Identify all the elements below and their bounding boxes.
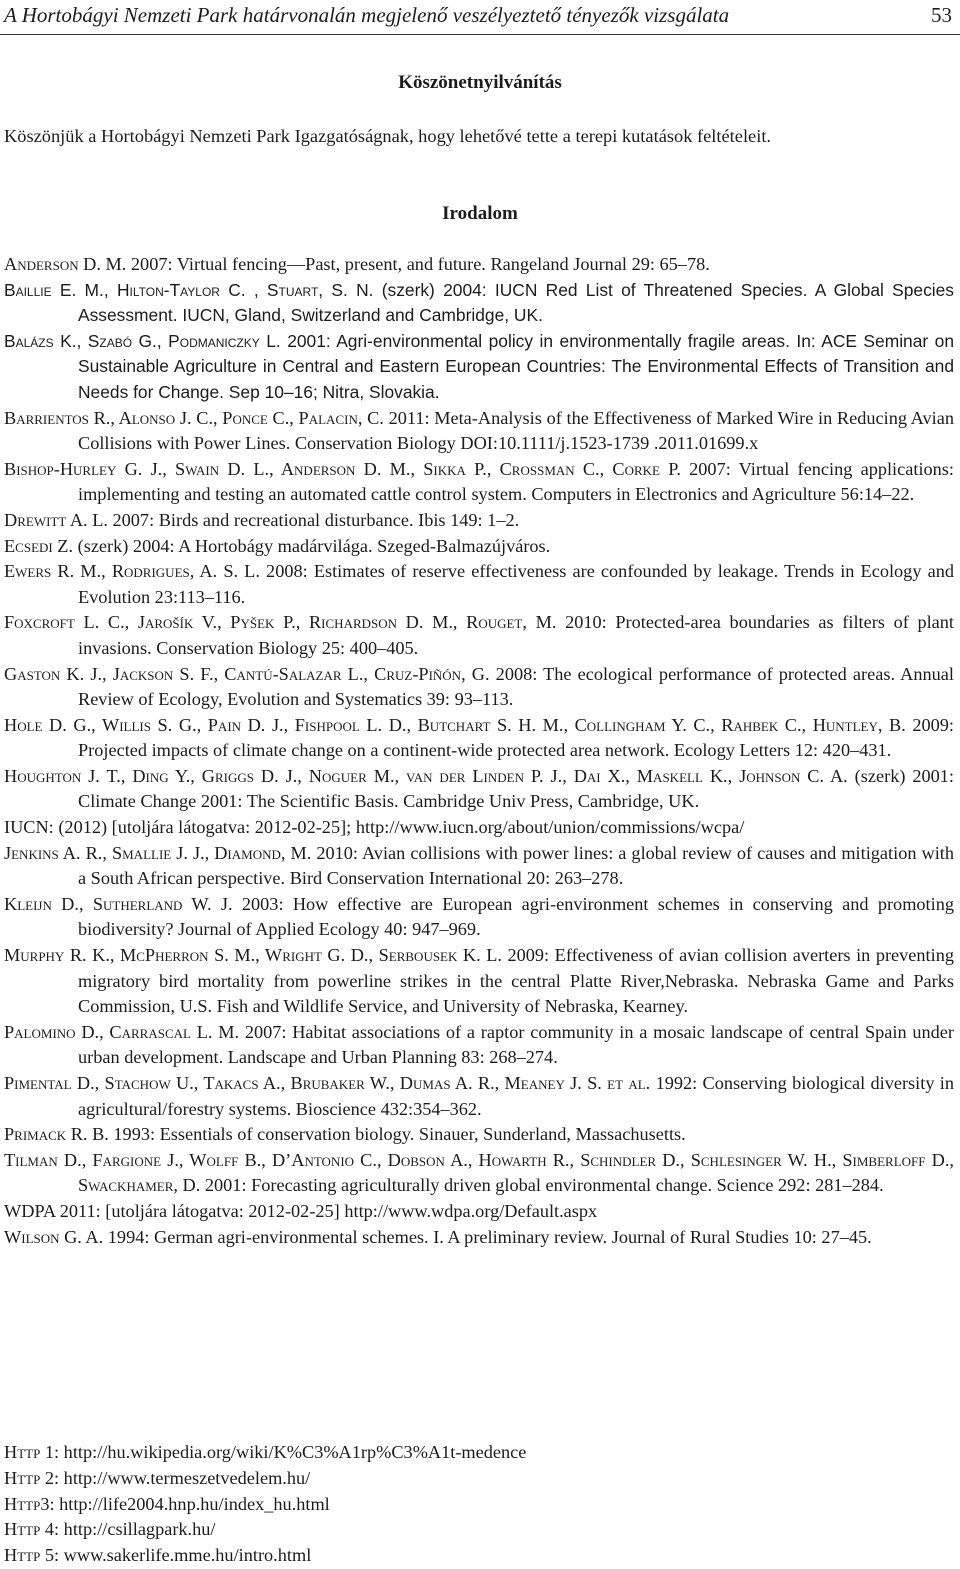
reference-text: 2011: Meta-Analysis of the Effectiveness of Marked Wire in Reducing Avian Collisions with Power Lines. Conservation Biology DOI:10.1111/j.1523-1739 .2011.01699.x	[78, 407, 954, 454]
reference-entry	[4, 406, 954, 457]
reference-authors: Wilson G. A.	[4, 1226, 104, 1247]
reference-authors: Ecsedi Z.	[4, 535, 74, 556]
reference-entry	[4, 1225, 954, 1251]
reference-authors: Primack R. B.	[4, 1124, 109, 1145]
reference-text: 2010: Protected-area boundaries as filters of plant invasions. Conservation Biology 25: 400–405.	[78, 612, 954, 658]
reference-entry	[4, 457, 954, 508]
page-header	[0, 0, 960, 35]
reference-authors: Hole D. G., Willis S. G., Pain D. J., Fishpool L. D., Butchart S. H. M., Collingham Y. C., Rahbek C., Huntley, B.	[4, 714, 906, 735]
running-title: A Hortobágyi Nemzeti Park határvonalán megjelenő veszélyeztető tényezők vizsgálata	[4, 3, 730, 27]
reference-authors: Pimental D., Stachow U., Takacs A., Brubaker W., Dumas A. R., Meaney J. S. et al.	[4, 1073, 651, 1093]
reference-entry	[4, 1071, 954, 1122]
page-number: 53	[931, 3, 952, 27]
reference-entry	[4, 329, 954, 406]
reference-text: 2009: Projected impacts of climate change on a continent-wide protected area network. Ecology Letters 12: 420–431.	[78, 714, 955, 761]
reference-entry	[4, 508, 954, 534]
reference-text: 2007: Birds and recreational disturbance. Ibis 149: 1–2.	[107, 509, 520, 530]
web-source-line	[4, 1543, 954, 1569]
web-source-label: Http3:	[4, 1493, 55, 1514]
reference-authors: Houghton J. T., Ding Y., Griggs D. J., Noguer M., van der Linden P. J., Dai X., Maskell K., Johnson C. A.	[4, 765, 848, 786]
reference-text: (szerk) 2001: Climate Change 2001: The Scientific Basis. Cambridge Univ Press, Cambridge, UK.	[78, 765, 954, 812]
reference-entry	[4, 815, 954, 841]
reference-entry	[4, 559, 954, 610]
reference-entry	[4, 764, 954, 815]
reference-entry	[4, 1199, 954, 1225]
reference-text: 2007: Virtual fencing—Past, present, and future. Rangeland Journal 29: 65–78.	[126, 254, 710, 274]
reference-text: (szerk) 2004: IUCN Red List of Threatened Species. A Global Species Assessment. IUCN, Gland, Switzerland and Cambridge, UK.	[78, 279, 955, 326]
reference-authors: Gaston K. J., Jackson S. F., Cantú-Salazar L., Cruz-Piñón, G.	[4, 663, 490, 684]
reference-authors: Jenkins A. R., Smallie J. J., Diamond, M.	[4, 842, 312, 863]
reference-text: 2008: The ecological performance of protected areas. Annual Review of Ecology, Evolution and Systematics 39: 93–113.	[78, 663, 954, 710]
reference-entry	[4, 662, 954, 713]
web-source-url[interactable]: www.sakerlife.mme.hu/intro.html	[59, 1545, 312, 1566]
reference-text: 2001: Forecasting agriculturally driven global environmental change. Science 292: 281–284.	[200, 1175, 884, 1196]
acknowledgement-text: Köszönjük a Hortobágyi Nemzeti Park Igazgatóságnak, hogy lehetővé tette a terepi kutatások feltételeit.	[4, 126, 772, 146]
reference-authors: Ewers R. M., Rodrigues, A. S. L.	[4, 561, 260, 582]
reference-text: 2007: Habitat associations of a raptor community in a mosaic landscape of central Spain under urban development. Landscape and Urban Planning 83: 268–274.	[78, 1021, 954, 1068]
web-source-url[interactable]: http://life2004.hnp.hu/index_hu.html	[54, 1493, 330, 1514]
reference-text: 2008: Estimates of reserve effectiveness are confounded by leakage. Trends in Ecology and Evolution 23:113–116.	[78, 561, 954, 607]
reference-list	[4, 252, 954, 1250]
reference-entry	[4, 943, 954, 1020]
reference-authors: Drewitt A. L.	[4, 509, 108, 530]
web-source-url[interactable]: http://www.termeszetvedelem.hu/	[59, 1467, 311, 1488]
references-heading: Irodalom	[442, 203, 518, 224]
reference-text: WDPA 2011: [utoljára látogatva: 2012-02-25] http://www.wdpa.org/Default.aspx	[4, 1200, 598, 1221]
reference-authors: Foxcroft L. C., Jarošík V., Pyšek P., Richardson D. M., Rouget, M.	[4, 612, 557, 633]
reference-authors: Kleijn D., Sutherland W. J.	[4, 893, 233, 914]
reference-text: 2001: Agri-environmental policy in environmentally fragile areas. In: ACE Seminar on Sustainable Agriculture in Central and Eastern European Countries: The Environmental Effects of Transition and Needs for Change. Sep 10–16; Nitra, Slovakia.	[78, 330, 954, 402]
reference-authors: Tilman D., Fargione J., Wolff B., D’Antonio C., Dobson A., Howarth R., Schindler D., Schlesinger W. H., Simberloff D., Swackhamer, D.	[4, 1149, 954, 1196]
web-source-line	[4, 1440, 954, 1466]
reference-entry	[4, 534, 954, 560]
reference-authors: Barrientos R., Alonso J. C., Ponce C., Palacin, C.	[4, 407, 384, 428]
reference-text: 1992: Conserving biological diversity in agricultural/forestry systems. Bioscience 432:354–362.	[78, 1073, 954, 1119]
reference-authors: Balázs K., Szabó G., Podmaniczky L.	[4, 330, 281, 351]
web-sources	[4, 1440, 954, 1569]
reference-authors: Baillie E. M., Hilton-Taylor C. , Stuart, S. N.	[4, 279, 374, 300]
reference-authors: Palomino D., Carrascal L. M.	[4, 1021, 240, 1042]
web-source-label: Http 2:	[4, 1467, 60, 1488]
reference-authors: Bishop-Hurley G. J., Swain D. L., Anderson D. M., Sikka P., Crossman C., Corke P.	[4, 458, 681, 479]
reference-authors: Anderson D. M.	[4, 254, 127, 274]
reference-text: 1994: German agri-environmental schemes. I. A preliminary review. Journal of Rural Studies 10: 27–45.	[103, 1226, 872, 1247]
web-source-label: Http 1:	[4, 1442, 60, 1462]
reference-text: 2010: Avian collisions with power lines: a global review of causes and mitigation with a South African perspective. Bird Conservation International 20: 263–278.	[78, 842, 954, 889]
web-source-label: Http 4:	[4, 1519, 60, 1540]
reference-entry	[4, 610, 954, 661]
reference-text: 2007: Virtual fencing applications: implementing and testing an automated cattle control system. Computers in Electronics and Agriculture 56:14–22.	[78, 458, 954, 505]
web-source-url[interactable]: http://hu.wikipedia.org/wiki/K%C3%A1rp%C3%A1t-medence	[59, 1442, 527, 1462]
reference-text: 1993: Essentials of conservation biology. Sinauer, Sunderland, Massachusetts.	[108, 1124, 686, 1145]
reference-authors: Murphy R. K., McPherron S. M., Wright G. D., Serbousek K. L.	[4, 945, 502, 966]
reference-entry	[4, 892, 954, 943]
web-source-label: Http 5:	[4, 1545, 60, 1566]
reference-entry	[4, 713, 954, 764]
reference-text: 2003: How effective are European agri-environment schemes in conserving and promoting biodiversity? Journal of Applied Ecology 40: 947–969.	[78, 893, 954, 940]
reference-entry	[4, 278, 954, 329]
reference-entry	[4, 1148, 954, 1199]
reference-entry	[4, 841, 954, 892]
web-source-line	[4, 1517, 954, 1543]
reference-text: 2009: Effectiveness of avian collision averters in preventing migratory bird mortality from powerline strikes in the central Platte River,Nebraska. Nebraska Game and Parks Commission, U.S. Fish and Wildlife Service, and University of Nebraska, Kearney.	[78, 945, 955, 1017]
acknowledgement-heading: Köszönetnyilvánítás	[398, 72, 562, 93]
web-source-url[interactable]: http://csillagpark.hu/	[59, 1519, 216, 1540]
reference-entry	[4, 1020, 954, 1071]
reference-entry	[4, 1122, 954, 1148]
web-source-line	[4, 1492, 954, 1518]
web-source-line	[4, 1466, 954, 1492]
reference-entry	[4, 252, 954, 278]
reference-text: IUCN: (2012) [utoljára látogatva: 2012-02-25]; http://www.iucn.org/about/union/commissions/wcpa/	[4, 817, 745, 838]
reference-text: (szerk) 2004: A Hortobágy madárvilága. Szeged-Balmazújváros.	[73, 535, 551, 556]
